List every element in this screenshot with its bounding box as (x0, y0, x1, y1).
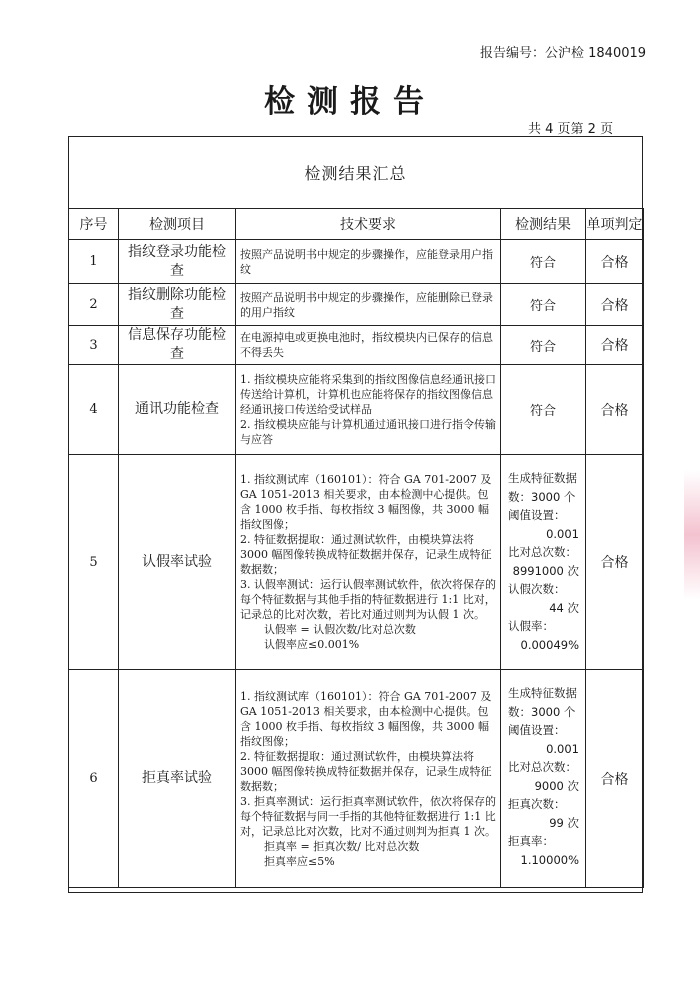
result-line: 0.00049% (520, 637, 579, 652)
table-row (69, 455, 644, 670)
result-line: 8991000 次 (512, 563, 579, 578)
table-row (69, 284, 644, 326)
result-line: 拒真次数： (508, 797, 566, 811)
row-item: 通讯功能检查 (119, 365, 236, 455)
row-item: 指纹登录功能检查 (119, 240, 236, 284)
row-result: 符合 (501, 240, 586, 284)
row-seq: 1 (69, 240, 119, 284)
row-verdict: 合格 (586, 365, 644, 455)
row-seq: 5 (69, 455, 119, 670)
requirement-line: 3. 拒真率测试：运行拒真率测试软件，依次将保存的每个特征数据与同一手指的其他特征数据进行 1:1 比对，记录总比对次数，比对不通过则判为拒真 1 次。 (240, 794, 496, 838)
row-verdict: 合格 (586, 326, 644, 365)
row-item: 认假率试验 (119, 455, 236, 670)
result-line: 99 次 (549, 815, 579, 830)
result-line: 生成特征数据数：3000 个 (508, 471, 577, 504)
row-seq: 4 (69, 365, 119, 455)
row-result: 符合 (501, 326, 586, 365)
row-requirement: 按照产品说明书中规定的步骤操作，应能删除已登录的用户指纹 (236, 284, 501, 326)
result-line: 认假次数： (508, 582, 566, 596)
result-line: 44 次 (549, 600, 579, 615)
row-item: 信息保存功能检查 (119, 326, 236, 365)
result-line: 阈值设置： (508, 508, 566, 522)
row-item: 指纹删除功能检查 (119, 284, 236, 326)
report-number: 报告编号：公沪检 1840019 (480, 46, 647, 61)
result-line: 拒真率： (508, 834, 554, 848)
result-line: 生成特征数据数：3000 个 (508, 686, 577, 719)
requirement-line: 2. 指纹模块应能与计算机通过通讯接口进行指令传输与应答 (240, 418, 496, 446)
requirement-limit: 认假率应≤0.001% (264, 638, 360, 651)
row-seq: 2 (69, 284, 119, 326)
column-header-seq: 序号 (69, 209, 119, 240)
result-line: 0.001 (546, 741, 579, 756)
result-line: 比对总次数： (508, 760, 577, 774)
table-row (69, 365, 644, 455)
row-requirement: 按照产品说明书中规定的步骤操作，应能登录用户指纹 (236, 240, 501, 284)
row-verdict: 合格 (586, 670, 644, 888)
row-verdict: 合格 (586, 455, 644, 670)
row-requirement: 在电源掉电或更换电池时，指纹模块内已保存的信息不得丢失 (236, 326, 501, 365)
result-line: 比对总次数： (508, 545, 577, 559)
table-row (69, 326, 644, 365)
requirement-formula: 认假率 = 认假次数/比对总次数 (264, 623, 416, 636)
results-table (68, 208, 644, 888)
row-result: 符合 (501, 365, 586, 455)
seal-stamp-edge (684, 470, 700, 600)
column-header-result: 检测结果 (501, 209, 586, 240)
result-line: 0.001 (546, 526, 579, 541)
table-row (69, 240, 644, 284)
requirement-line: 2. 特征数据提取：通过测试软件，由模块算法将 3000 幅图像转换成特征数据并保存，记录生成特征数据数； (240, 749, 492, 793)
table-row (69, 670, 644, 888)
row-requirement (236, 455, 501, 670)
row-seq: 3 (69, 326, 119, 365)
result-line: 阈值设置： (508, 723, 566, 737)
requirement-line: 1. 指纹模块应能将采集到的指纹图像信息经通讯接口传送给计算机，计算机也应能将保存的指纹图像信息经通讯接口传送给受试样品 (240, 373, 496, 416)
row-item: 拒真率试验 (119, 670, 236, 888)
table-header-row (69, 209, 644, 240)
summary-title: 检测结果汇总 (304, 163, 407, 183)
column-header-item: 检测项目 (119, 209, 236, 240)
result-line: 9000 次 (534, 778, 579, 793)
row-result (501, 670, 586, 888)
row-requirement (236, 670, 501, 888)
row-result (501, 455, 586, 670)
result-line: 1.10000% (520, 852, 579, 867)
requirement-line: 1. 指纹测试库（160101）：符合 GA 701-2007 及 GA 1051-2013 相关要求，由本检测中心提供。包含 1000 枚手指、每枚指纹 3 幅图像，共 3000 幅指纹图像； (240, 689, 492, 748)
requirement-line: 2. 特征数据提取：通过测试软件，由模块算法将 3000 幅图像转换成特征数据并保存，记录生成特征数据数； (240, 533, 492, 576)
row-requirement (236, 365, 501, 455)
row-seq: 6 (69, 670, 119, 888)
column-header-verdict: 单项判定 (586, 209, 644, 240)
column-header-requirement: 技术要求 (236, 209, 501, 240)
row-verdict: 合格 (586, 240, 644, 284)
requirement-line: 1. 指纹测试库（160101）：符合 GA 701-2007 及 GA 1051-2013 相关要求，由本检测中心提供。包含 1000 枚手指、每枚指纹 3 幅图像，共 3000 幅指纹图像； (240, 473, 492, 531)
requirement-formula: 拒真率 = 拒真次数/ 比对总次数 (264, 839, 420, 853)
row-result: 符合 (501, 284, 586, 326)
row-verdict: 合格 (586, 284, 644, 326)
result-line: 认假率： (508, 619, 554, 633)
requirement-limit: 拒真率应≤5% (264, 854, 335, 868)
report-title: 检测报告 (264, 84, 436, 120)
page-info: 共 4 页第 2 页 (528, 122, 614, 137)
requirement-line: 3. 认假率测试：运行认假率测试软件，依次将保存的每个特征数据与其他手指的特征数据进行 1:1 比对，记录总的比对次数，若比对通过则判为认假 1 次。 (240, 578, 496, 621)
